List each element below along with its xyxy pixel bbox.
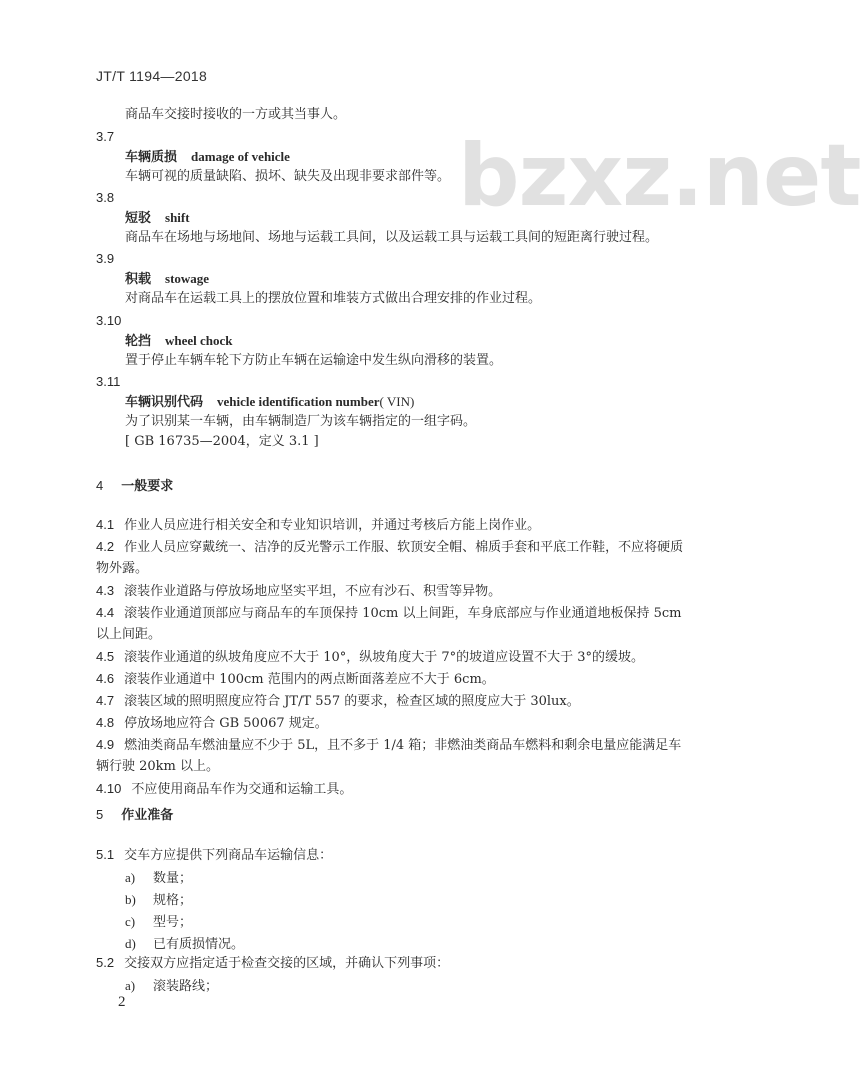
list-text: 型号； — [153, 915, 193, 930]
clause-text: 停放场地应符合 GB 50067 规定。 — [124, 716, 328, 731]
term-chinese: 积载 — [125, 272, 152, 287]
clause-number: 4.6 — [96, 671, 115, 686]
clause-number: 5.2 — [96, 955, 115, 970]
term-heading — [125, 332, 233, 351]
clause — [96, 514, 716, 537]
clause — [96, 712, 716, 735]
clause-number: 4.7 — [96, 693, 115, 708]
list-label: c) — [125, 914, 136, 929]
list-text: 滚装路线； — [153, 979, 219, 994]
term-definition: 车辆可视的质量缺陷、损坏、缺失及出现非要求部件等。 — [125, 169, 451, 184]
list-item — [125, 977, 218, 996]
clause-text: 燃油类商品车燃油量应不少于 5L，且不多于 1/4 箱；非燃油类商品车燃料和剩余电量应能满足车 — [124, 738, 682, 753]
term-number: 3.7 — [96, 129, 115, 144]
clause-number: 4.10 — [96, 781, 122, 796]
clause-continuation: 以上间距。 — [96, 627, 162, 642]
clause-number: 4.8 — [96, 715, 115, 730]
clause-continuation: 辆行驶 20km 以上。 — [96, 759, 220, 774]
clause-number: 4.2 — [96, 539, 115, 554]
clause — [96, 778, 716, 801]
term-definition: 置于停止车辆车轮下方防止车辆在运输途中发生纵向滑移的装置。 — [125, 353, 503, 368]
term-heading — [125, 148, 290, 167]
term-english: wheel chock — [165, 333, 233, 348]
clause — [96, 952, 716, 975]
list-label: a) — [125, 870, 136, 885]
list-text: 数量； — [153, 871, 193, 886]
term-heading — [125, 393, 414, 412]
term-english: shift — [165, 210, 190, 225]
term-heading — [125, 209, 190, 228]
clause — [96, 668, 716, 691]
clause — [96, 646, 716, 669]
clause — [96, 602, 716, 625]
term-abbreviation: ( VIN) — [379, 394, 415, 409]
clause-number: 5.1 — [96, 847, 115, 862]
list-item — [125, 913, 192, 932]
clause-text: 滚装作业道路与停放场地应坚实平坦，不应有沙石、积雪等异物。 — [124, 584, 502, 599]
clause — [96, 536, 716, 559]
term-chinese: 短驳 — [125, 211, 152, 226]
term-english: damage of vehicle — [191, 149, 290, 164]
term-source-note: [ GB 16735—2004，定义 3.1 ] — [125, 434, 319, 449]
watermark-logo: bzxz.net — [458, 126, 860, 226]
clause — [96, 844, 716, 867]
clause-text: 不应使用商品车作为交通和运输工具。 — [131, 782, 353, 797]
list-label: a) — [125, 978, 136, 993]
clause — [96, 734, 716, 757]
clause-text: 滚装区域的照明照度应符合 JT/T 557 的要求，检查区域的照度应大于 30lux。 — [124, 694, 580, 709]
clause-text: 作业人员应穿戴统一、洁净的反光警示工作服、软顶安全帽、棉质手套和平底工作鞋，不应将硬质 — [124, 540, 684, 555]
clause-number: 4.4 — [96, 605, 115, 620]
term-definition: 对商品车在运载工具上的摆放位置和堆装方式做出合理安排的作业过程。 — [125, 291, 542, 306]
term-chinese: 轮挡 — [125, 334, 152, 349]
clause-text: 作业人员应进行相关安全和专业知识培训，并通过考核后方能上岗作业。 — [124, 518, 541, 533]
clause-text: 滚装作业通道顶部应与商品车的车顶保持 10cm 以上间距，车身底部应与作业通道地板保持 5cm — [124, 606, 682, 621]
term-number: 3.9 — [96, 251, 115, 266]
clause-text: 交接双方应指定适于检查交接的区域，并确认下列事项： — [124, 956, 450, 971]
clause-continuation: 物外露。 — [96, 561, 149, 576]
term-heading — [125, 270, 209, 289]
term-english: vehicle identification number — [217, 394, 380, 409]
term-chinese: 车辆质损 — [125, 150, 178, 165]
section-title: 作业准备 — [121, 808, 174, 823]
clause-number: 4.5 — [96, 649, 115, 664]
standard-header: JT/T 1194—2018 — [96, 68, 208, 84]
list-label: d) — [125, 936, 136, 951]
section-number: 5 — [96, 807, 104, 822]
term-english: stowage — [165, 271, 210, 286]
term-number: 3.10 — [96, 313, 122, 328]
list-text: 已有质损情况。 — [153, 937, 245, 952]
clause-text: 交车方应提供下列商品车运输信息： — [124, 848, 333, 863]
term-number: 3.8 — [96, 190, 115, 205]
section-title: 一般要求 — [121, 479, 174, 494]
clause-text: 滚装作业通道中 100cm 范围内的两点断面落差应不大于 6cm。 — [124, 672, 495, 687]
list-text: 规格； — [153, 893, 193, 908]
section-heading — [96, 806, 173, 825]
clause-number: 4.3 — [96, 583, 115, 598]
term-definition: 商品车在场地与场地间、场地与运载工具间，以及运载工具与运载工具间的短距离行驶过程。 — [125, 230, 659, 245]
term-number: 3.11 — [96, 374, 121, 389]
list-item — [125, 891, 192, 910]
section-heading — [96, 477, 173, 496]
list-item — [125, 869, 192, 888]
term-chinese: 车辆识别代码 — [125, 395, 204, 410]
clause-number: 4.9 — [96, 737, 115, 752]
clause — [96, 690, 716, 713]
clause-number: 4.1 — [96, 517, 115, 532]
term-definition: 为了识别某一车辆，由车辆制造厂为该车辆指定的一组字码。 — [125, 414, 477, 429]
clause — [96, 580, 716, 603]
section-number: 4 — [96, 478, 104, 493]
page-number: 2 — [118, 994, 126, 1010]
clause-text: 滚装作业通道的纵坡角度应不大于 10°，纵坡角度大于 7°的坡道应设置不大于 3°的缓坡。 — [124, 650, 645, 665]
intro-line: 商品车交接时接收的一方或其当事人。 — [125, 107, 347, 122]
list-label: b) — [125, 892, 136, 907]
